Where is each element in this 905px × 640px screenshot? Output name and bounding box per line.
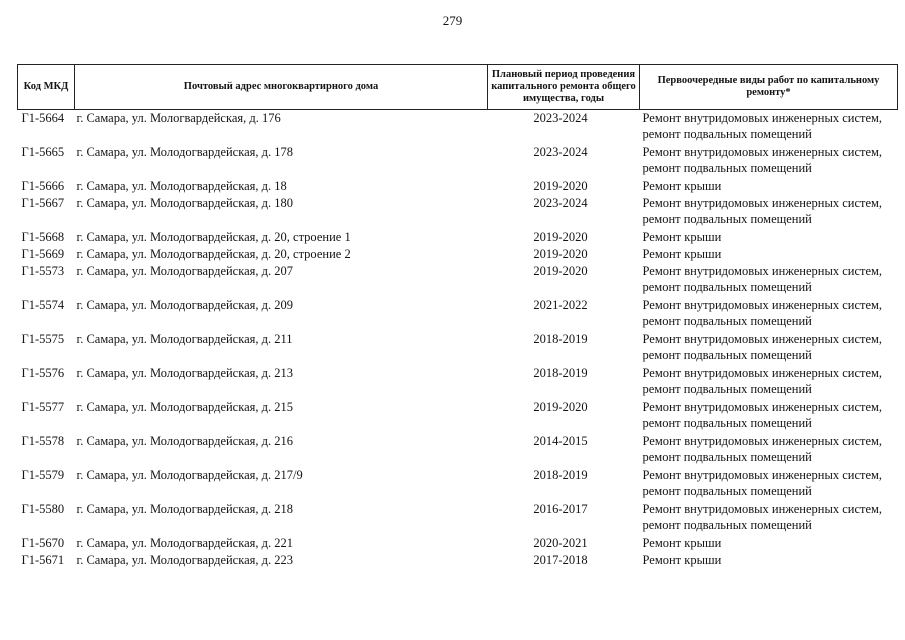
row-address: г. Самара, ул. Молодогвардейская, д. 217/9	[76, 468, 303, 482]
row-period: 2019-2020	[533, 264, 588, 278]
row-code: Г1-5577	[21, 400, 65, 414]
table-row	[18, 467, 898, 501]
work-item: ремонт подвальных помещений	[642, 484, 812, 498]
row-code: Г1-5669	[21, 247, 65, 261]
work-item: Ремонт внутридомовых инженерных систем,	[642, 111, 883, 125]
work-item: Ремонт внутридомовых инженерных систем,	[642, 400, 883, 414]
row-code: Г1-5665	[21, 145, 65, 159]
row-code: Г1-5576	[21, 366, 65, 380]
row-code: Г1-5575	[21, 332, 65, 346]
row-code: Г1-5668	[21, 230, 65, 244]
work-item: Ремонт внутридомовых инженерных систем,	[642, 468, 883, 482]
work-item: ремонт подвальных помещений	[642, 161, 812, 175]
table-row	[18, 178, 898, 195]
work-item: Ремонт внутридомовых инженерных систем,	[642, 298, 883, 312]
row-code: Г1-5580	[21, 502, 65, 516]
row-period: 2023-2024	[533, 196, 588, 210]
page-number: 279	[442, 13, 463, 28]
row-code: Г1-5671	[21, 553, 65, 567]
table-row	[18, 144, 898, 178]
row-period: 2023-2024	[533, 111, 588, 125]
header-code: Код МКД	[18, 65, 75, 110]
row-address: г. Самара, ул. Молодогвардейская, д. 209	[76, 298, 294, 312]
work-item: Ремонт внутридомовых инженерных систем,	[642, 502, 883, 516]
table-row	[18, 246, 898, 263]
row-works	[640, 552, 898, 569]
row-address: г. Самара, ул. Молодогвардейская, д. 20, строение 2	[76, 247, 351, 261]
row-works	[640, 535, 898, 552]
row-address: г. Самара, ул. Молодогвардейская, д. 215	[76, 400, 294, 414]
work-item: ремонт подвальных помещений	[642, 314, 812, 328]
row-address: г. Самара, ул. Молодогвардейская, д. 223	[76, 553, 294, 567]
row-code: Г1-5670	[21, 536, 65, 550]
row-works	[640, 501, 898, 535]
row-works	[640, 246, 898, 263]
row-address: г. Самара, ул. Молодогвардейская, д. 18	[76, 179, 287, 193]
work-item: ремонт подвальных помещений	[642, 280, 812, 294]
row-period: 2018-2019	[533, 468, 588, 482]
row-works	[640, 195, 898, 229]
row-address: г. Самара, ул. Мологвардейская, д. 176	[76, 111, 281, 125]
table-row	[18, 297, 898, 331]
row-address: г. Самара, ул. Молодогвардейская, д. 216	[76, 434, 294, 448]
table-row	[18, 195, 898, 229]
row-period: 2014-2015	[533, 434, 588, 448]
row-address: г. Самара, ул. Молодогвардейская, д. 221	[76, 536, 294, 550]
work-item: ремонт подвальных помещений	[642, 127, 812, 141]
row-period: 2018-2019	[533, 366, 588, 380]
row-period: 2019-2020	[533, 230, 588, 244]
row-address: г. Самара, ул. Молодогвардейская, д. 207	[76, 264, 294, 278]
table-row	[18, 535, 898, 552]
row-address: г. Самара, ул. Молодогвардейская, д. 218	[76, 502, 294, 516]
row-address: г. Самара, ул. Молодогвардейская, д. 180	[76, 196, 294, 210]
work-item: Ремонт крыши	[642, 230, 722, 244]
work-item: Ремонт внутридомовых инженерных систем,	[642, 264, 883, 278]
row-code: Г1-5573	[21, 264, 65, 278]
row-period: 2019-2020	[533, 179, 588, 193]
row-period: 2021-2022	[533, 298, 588, 312]
row-period: 2019-2020	[533, 247, 588, 261]
housing-repair-table	[17, 64, 898, 569]
table-header-row	[18, 65, 898, 110]
table-row	[18, 399, 898, 433]
table-row	[18, 263, 898, 297]
table-row	[18, 229, 898, 246]
row-period: 2018-2019	[533, 332, 588, 346]
work-item: Ремонт внутридомовых инженерных систем,	[642, 332, 883, 346]
row-address: г. Самара, ул. Молодогвардейская, д. 213	[76, 366, 294, 380]
work-item: ремонт подвальных помещений	[642, 416, 812, 430]
row-code: Г1-5574	[21, 298, 65, 312]
row-works	[640, 399, 898, 433]
row-period: 2023-2024	[533, 145, 588, 159]
row-works	[640, 433, 898, 467]
row-works	[640, 110, 898, 145]
work-item: ремонт подвальных помещений	[642, 450, 812, 464]
work-item: Ремонт внутридомовых инженерных систем,	[642, 434, 883, 448]
work-item: ремонт подвальных помещений	[642, 348, 812, 362]
work-item: ремонт подвальных помещений	[642, 382, 812, 396]
table-body	[18, 110, 898, 570]
header-address: Почтовый адрес многоквартирного дома	[75, 65, 488, 110]
row-address: г. Самара, ул. Молодогвардейская, д. 178	[76, 145, 294, 159]
work-item: Ремонт крыши	[642, 247, 722, 261]
row-code: Г1-5578	[21, 434, 65, 448]
row-code: Г1-5579	[21, 468, 65, 482]
row-address: г. Самара, ул. Молодогвардейская, д. 211	[76, 332, 293, 346]
row-period: 2017-2018	[533, 553, 588, 567]
row-works	[640, 229, 898, 246]
work-item: ремонт подвальных помещений	[642, 212, 812, 226]
header-period: Плановый период проведения капитального ремонта общего имущества, годы	[488, 65, 640, 110]
row-period: 2020-2021	[533, 536, 588, 550]
table-row	[18, 365, 898, 399]
row-works	[640, 331, 898, 365]
row-works	[640, 263, 898, 297]
work-item: Ремонт крыши	[642, 536, 722, 550]
work-item: Ремонт внутридомовых инженерных систем,	[642, 145, 883, 159]
table-row	[18, 501, 898, 535]
work-item: Ремонт внутридомовых инженерных систем,	[642, 196, 883, 210]
row-code: Г1-5666	[21, 179, 65, 193]
row-period: 2016-2017	[533, 502, 588, 516]
table-row	[18, 433, 898, 467]
row-works	[640, 365, 898, 399]
row-works	[640, 467, 898, 501]
row-period: 2019-2020	[533, 400, 588, 414]
header-works: Первоочередные виды работ по капитальному ремонту*	[640, 65, 898, 110]
row-works	[640, 144, 898, 178]
work-item: Ремонт внутридомовых инженерных систем,	[642, 366, 883, 380]
row-works	[640, 178, 898, 195]
work-item: Ремонт крыши	[642, 179, 722, 193]
work-item: ремонт подвальных помещений	[642, 518, 812, 532]
row-code: Г1-5664	[21, 111, 65, 125]
table-row	[18, 552, 898, 569]
work-item: Ремонт крыши	[642, 553, 722, 567]
row-code: Г1-5667	[21, 196, 65, 210]
row-address: г. Самара, ул. Молодогвардейская, д. 20, строение 1	[76, 230, 351, 244]
table-row	[18, 110, 898, 145]
table-row	[18, 331, 898, 365]
row-works	[640, 297, 898, 331]
